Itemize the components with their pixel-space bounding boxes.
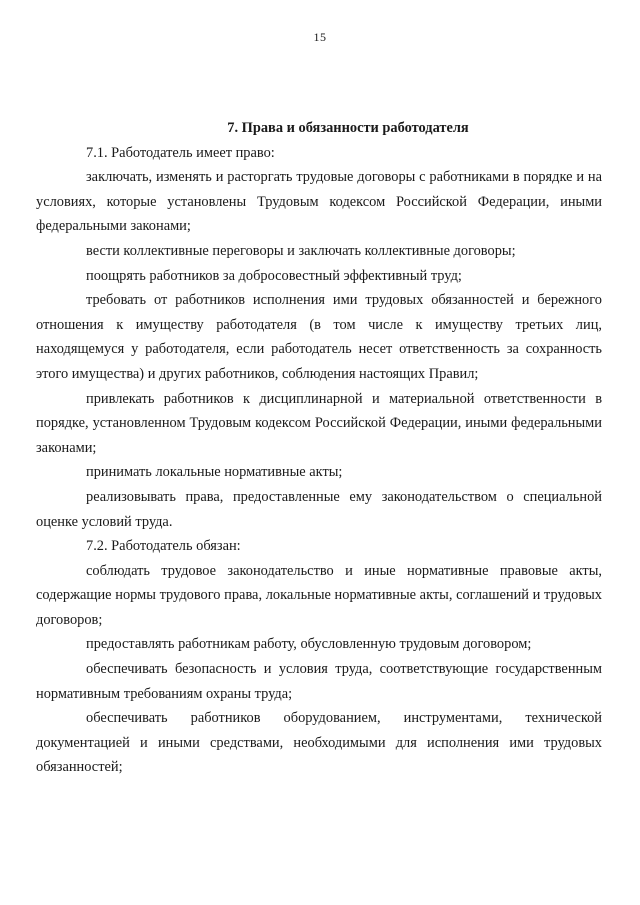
paragraph-local-acts: принимать локальные нормативные акты; [86, 464, 343, 481]
paragraph-special-assessment: реализовывать права, предоставленные ему законодательством о специальной оценке условий труда. [36, 488, 602, 530]
paragraph-safety: обеспечивать безопасность и условия труда, соответствующие государственным нормативным требованиям охраны труда; [36, 661, 602, 702]
document-body [36, 116, 602, 780]
paragraph-encourage: поощрять работников за добросовестный эффективный труд; [86, 267, 462, 284]
paragraph-require-duties: требовать от работников исполнения ими трудовых обязанностей и бережного отношения к имуществу работодателя (в том числе к имуществу третьих лиц, находящемуся у работодателя, если работодатель несет ответственность за сохранность этого имущества) и других работников, соблюдения настоящих Правил; [36, 292, 602, 382]
page-number: 15 [313, 30, 327, 44]
paragraph-liability: привлекать работников к дисциплинарной и материальной ответственности в порядке, установленном Трудовым кодексом Российской Федерации, иными федеральными законами; [36, 390, 602, 456]
paragraph-equipment: обеспечивать работников оборудованием, инструментами, технической документацией и иными средствами, необходимыми для исполнения ими трудовых обязанностей; [36, 710, 602, 776]
paragraph-employer-rights-intro: 7.1. Работодатель имеет право: [86, 144, 275, 161]
section-heading: 7. Права и обязанности работодателя [227, 120, 469, 136]
paragraph-comply-law: соблюдать трудовое законодательство и иные нормативные правовые акты, содержащие нормы трудового права, локальные нормативные акты, соглашений и трудовых договоров; [36, 562, 602, 628]
paragraph-employer-duties-intro: 7.2. Работодатель обязан: [86, 538, 241, 555]
paragraph-provide-work: предоставлять работникам работу, обусловленную трудовым договором; [86, 636, 532, 653]
paragraph-negotiations: вести коллективные переговоры и заключать коллективные договоры; [86, 242, 516, 259]
paragraph-contracts: заключать, изменять и расторгать трудовые договоры с работниками в порядке и на условиях, которые установлены Трудовым кодексом Российской Федерации, иными федеральными законами; [36, 169, 602, 235]
